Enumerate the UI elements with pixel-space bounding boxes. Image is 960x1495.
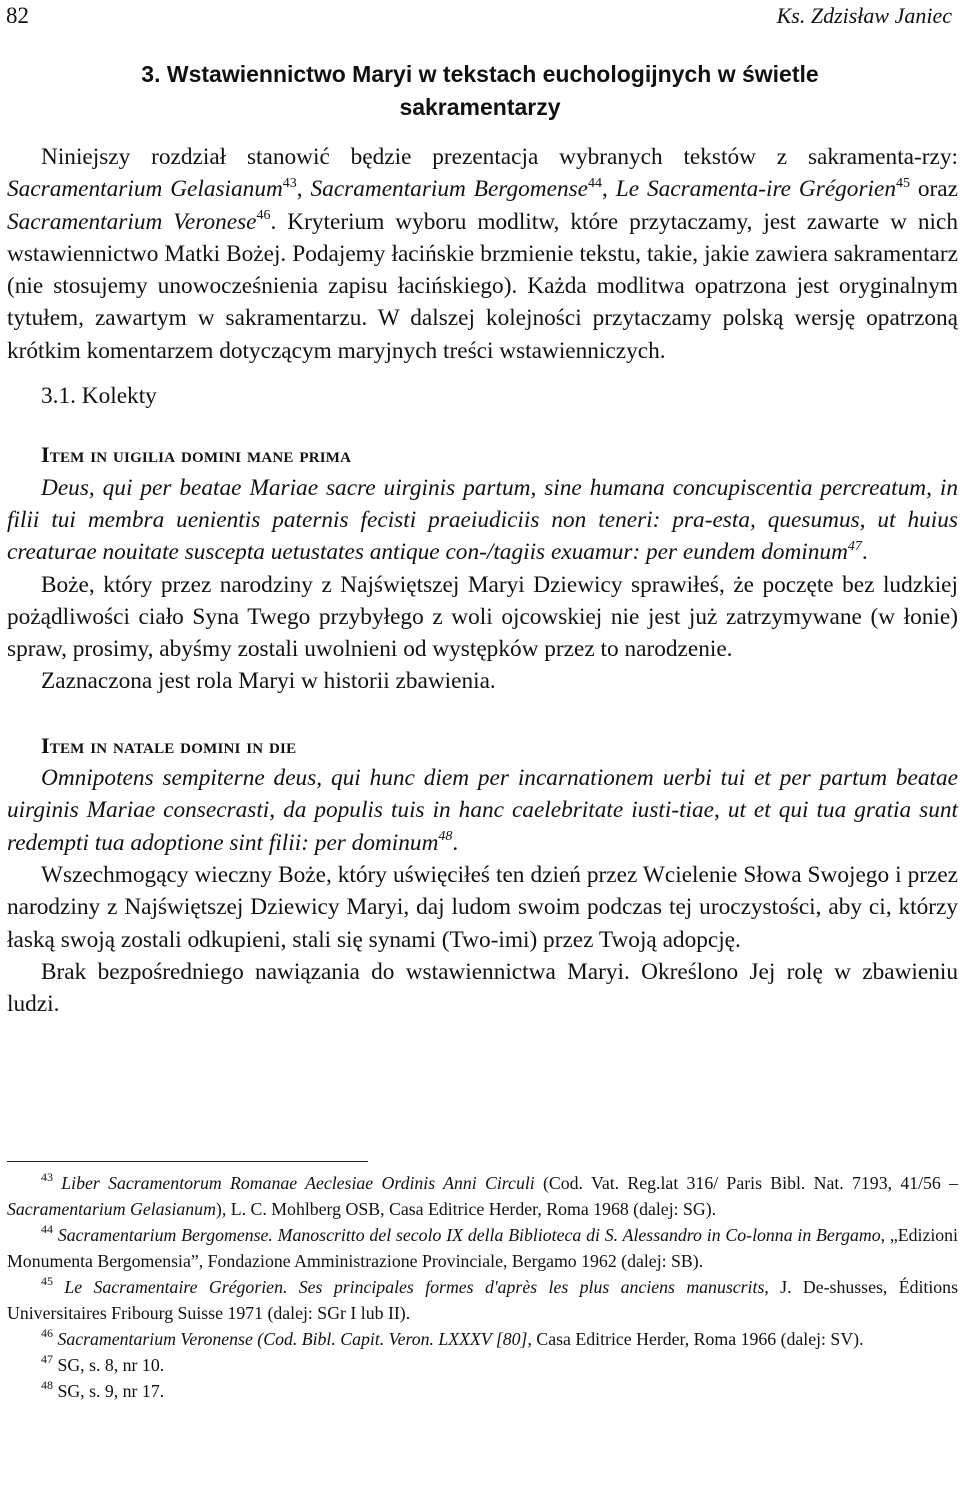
commentary-2: Brak bezpośredniego nawiązania do wstawiennictwa Maryi. Określono Jej rolę w zbawieniu ludzi. (7, 958, 958, 1018)
main-text (7, 141, 958, 1020)
source-title-veronese: Sacramentarium Veronese (7, 208, 257, 235)
intro-text-2: . Kryterium wyboru modlitw, które przytaczamy, jest zawarte w nich wstawiennictwo Matki Bożej. Podajemy łacińskie brzmienie tekstu, takie, jakie zawiera sakramentarz (nie stosujemy unowocześnienia zapisu łacińskiego). Każda modlitwa opatrzona jest oryginalnym tytułem, zawartym w sakramentarzu. W dalszej kolejności przytaczamy polską wersję opatrzoną krótkim komentarzem dotyczącym maryjnych treści wstawienniczych. (7, 208, 959, 364)
footnote-47 (7, 1352, 958, 1378)
footnote-number: 44 (41, 1222, 53, 1237)
footnote-title-2: Sacramentarium Gelasianum (7, 1199, 216, 1219)
footnote-title: Le Sacramentaire Grégorien. Ses principales formes d'après les plus anciens manuscrits (64, 1277, 765, 1297)
footnote-ref-46[interactable]: 46 (256, 207, 271, 223)
intro-sep-3: oraz (910, 176, 958, 203)
footnote-number: 43 (41, 1170, 53, 1185)
prayer-title-1: Item in uigilia domini mane prima (41, 442, 352, 468)
footnote-ref-45[interactable]: 45 (896, 175, 910, 191)
intro-paragraph (7, 141, 958, 367)
footnote-number: 46 (41, 1326, 53, 1341)
footnote-text: (Cod. Vat. Reg.lat 316/ Paris Bibl. Nat. 7193, 41/56 – (534, 1173, 958, 1193)
footnote-title: Sacramentarium Bergomense. Manoscritto del secolo IX della Biblioteca di S. Alessandro in Co-lonna in Bergamo (57, 1225, 881, 1245)
footnote-text: SG, s. 9, nr 17. (57, 1381, 165, 1401)
page-number: 82 (6, 3, 29, 28)
commentary-1: Zaznaczona jest rola Maryi w historii zbawienia. (41, 668, 496, 695)
intro-text-1: Niniejszy rozdział stanowić będzie prezentacja wybranych tekstów z sakramenta-rzy: (41, 144, 958, 170)
footnotes (7, 1170, 958, 1404)
running-header-author: Ks. Zdzisław Janiec (776, 3, 952, 28)
footnote-48 (7, 1378, 958, 1404)
polish-translation-2: Wszechmogący wieczny Boże, który uświęciłeś ten dzień przez Wcielenie Słowa Swojego i przez narodziny z Najświętszej Dziewicy Maryi, daj ludom swoim podczas tej uroczystości, aby ci, którzy łaską swoją zostali odkupieni, stali się synami (Two-imi) przez Twoją adopcję. (7, 861, 958, 953)
latin-text-2 (7, 762, 958, 859)
subsection-heading: 3.1. Kolekty (41, 383, 157, 410)
footnote-ref-44[interactable]: 44 (588, 175, 603, 191)
footnote-number: 45 (41, 1274, 53, 1289)
intro-sep-1: , (296, 176, 311, 203)
footnote-ref-48[interactable]: 48 (438, 828, 453, 844)
source-title-gregorien: Le Sacramenta-ire Grégorien (615, 176, 896, 203)
footnote-number: 47 (41, 1352, 53, 1367)
latin-body-2: Omnipotens sempiterne deus, qui hunc diem per incarnationem uerbi tui et per partum beatae uirginis Mariae consecrasti, da populis tuis in hanc caelebritate iusti-tiae, ut et qui tua gratia sunt redempti tua adoptione sint filii: per dominum (7, 765, 958, 856)
footnote-43 (7, 1170, 958, 1222)
footnote-45 (7, 1274, 958, 1326)
footnote-text-2: ), L. C. Mohlberg OSB, Casa Editrice Herder, Roma 1968 (dalej: SG). (215, 1199, 717, 1219)
chapter-title: 3. Wstawiennictwo Maryi w tekstach euchologijnych w świetle sakramentarzy (141, 61, 819, 120)
latin-end-1: . (861, 539, 868, 566)
latin-text-1 (7, 472, 958, 569)
footnote-text: , J. De-shusses, Éditions Universitaires Fribourg Suisse 1971 (dalej: SGr I lub II). (7, 1277, 958, 1323)
footnote-separator (7, 1161, 368, 1162)
prayer-title-2: Item in natale domini in die (41, 732, 297, 758)
footnote-title: Sacramentarium Veronense (Cod. Bibl. Capit. Veron. LXXXV [80] (57, 1329, 528, 1349)
footnote-number: 48 (41, 1378, 53, 1393)
footnote-title: Liber Sacramentorum Romanae Aeclesiae Ordinis Anni Circuli (61, 1173, 535, 1193)
latin-end-2: . (452, 829, 459, 856)
footnote-ref-43[interactable]: 43 (282, 175, 297, 191)
footnote-text: , „Edizioni Monumenta Bergomensia”, Fondazione Amministrazione Provinciale, Bergamo 1962 (dalej: SB). (7, 1225, 958, 1271)
intro-sep-2: , (602, 176, 616, 203)
source-title-bergomense: Sacramentarium Bergomense (310, 176, 589, 203)
source-title-gelasianum: Sacramentarium Gelasianum (7, 176, 283, 203)
footnote-46 (7, 1326, 958, 1352)
footnote-text: SG, s. 8, nr 10. (57, 1355, 165, 1375)
polish-translation-1: Boże, który przez narodziny z Najświętszej Maryi Dziewicy sprawiłeś, że poczęte bez ludzkiej pożądliwości ciało Syna Twego przybyłego z woli ojcowskiej nie jest już zatrzymywane (w łonie) spraw, prosimy, abyśmy zostali uwolnieni od występków przez to narodzenie. (7, 571, 958, 663)
footnote-44 (7, 1222, 958, 1274)
footnote-text: , Casa Editrice Herder, Roma 1966 (dalej: SV). (527, 1329, 864, 1349)
latin-body-1: Deus, qui per beatae Mariae sacre uirginis partum, sine humana concupiscentia percreatum, in filii tui membra uenientis paternis fecisti praeiudiciis non teneri: pra-esta, quesumus, ut huius creaturae nouitate suscepta uetustates antique con-/tagiis exuamur: per eundem dominum (7, 474, 958, 566)
footnote-ref-47[interactable]: 47 (847, 538, 862, 554)
